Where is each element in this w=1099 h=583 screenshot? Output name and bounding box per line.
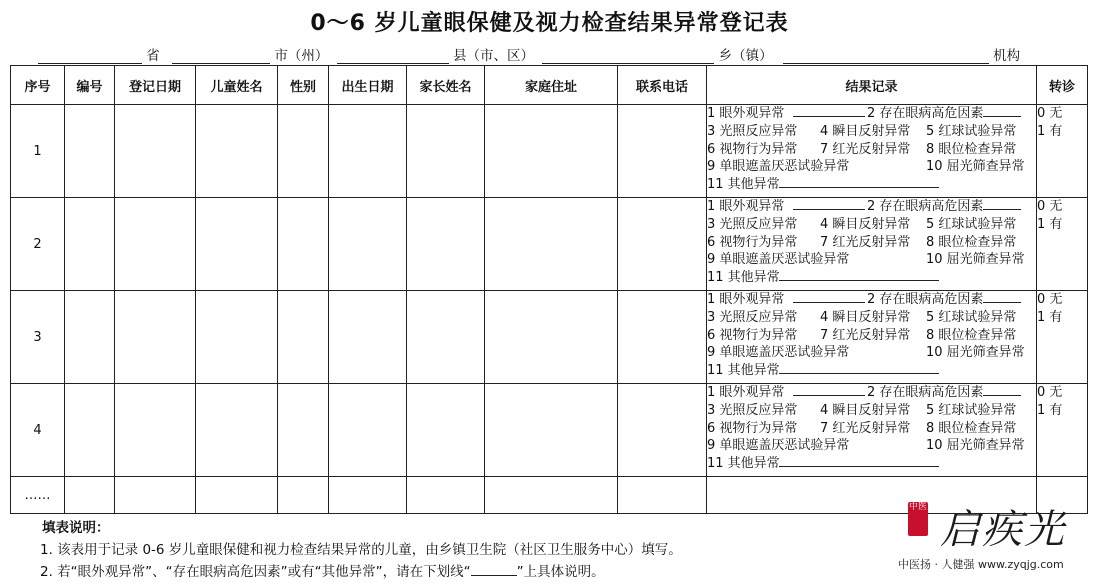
col-header-index: 序号 (11, 66, 65, 105)
result-item-7[interactable]: 7 红光反射异常 (820, 141, 911, 157)
result-line-1 (707, 384, 1036, 402)
result-item-1-blank[interactable] (793, 105, 865, 117)
institution-blank[interactable] (783, 49, 989, 64)
cell-result-record (707, 384, 1037, 477)
cell-sex[interactable] (278, 198, 329, 291)
result-line-3 (707, 234, 1036, 252)
referral-option-no[interactable]: 0 无 (1037, 106, 1063, 121)
cell-reg-date[interactable] (115, 105, 196, 198)
referral-option-no[interactable]: 0 无 (1037, 199, 1063, 214)
cell-result-record (707, 105, 1037, 198)
cell-referral (1037, 198, 1088, 291)
result-item-11[interactable]: 11 其他异常 (707, 270, 780, 286)
result-item-8[interactable]: 8 眼位检查异常 (926, 420, 1017, 436)
result-item-1-blank[interactable] (793, 198, 865, 210)
cell-address[interactable] (485, 105, 618, 198)
result-item-8[interactable]: 8 眼位检查异常 (926, 327, 1017, 343)
result-item-2-blank[interactable] (983, 291, 1021, 303)
col-header-referral: 转诊 (1037, 66, 1088, 105)
col-header-address: 家庭住址 (485, 66, 618, 105)
notes-underline-sample (471, 563, 517, 576)
referral-option-no[interactable]: 0 无 (1037, 292, 1063, 307)
cell-referral (1037, 384, 1088, 477)
result-item-2-blank[interactable] (983, 105, 1021, 117)
page-title: 0～6 岁儿童眼保健及视力检查结果异常登记表 (310, 11, 789, 36)
watermark-tagline: 中医扬 · 人健强 www.zyqjg.com (898, 558, 1064, 571)
result-item-5[interactable]: 5 红球试验异常 (926, 309, 1017, 325)
result-item-4[interactable]: 4 瞬目反射异常 (820, 309, 911, 325)
result-item-8[interactable]: 8 眼位检查异常 (926, 234, 1017, 250)
result-item-3[interactable]: 3 光照反应异常 (707, 216, 798, 232)
result-item-1[interactable]: 1 眼外观异常 (707, 199, 785, 214)
cell-address[interactable] (485, 198, 618, 291)
notes-line-1: 1. 该表用于记录 0-6 岁儿童眼保健和视力检查结果异常的儿童，由乡镇卫生院（社区卫生服务中心）填写。 (40, 542, 682, 558)
result-item-6[interactable]: 6 视物行为异常 (707, 327, 798, 343)
result-item-6[interactable]: 6 视物行为异常 (707, 234, 798, 250)
cell-reg-date[interactable] (115, 198, 196, 291)
cell-sex[interactable] (278, 384, 329, 477)
cell-child-name[interactable] (196, 198, 278, 291)
result-item-4[interactable]: 4 瞬目反射异常 (820, 402, 911, 418)
result-item-11-blank[interactable] (779, 362, 939, 374)
county-label: 县（市、区） (452, 48, 534, 64)
cell-phone[interactable] (618, 198, 707, 291)
row-index: 3 (11, 291, 65, 384)
result-line-4 (707, 158, 1036, 176)
cell-birth-date[interactable] (329, 105, 407, 198)
fill-instructions (40, 517, 682, 583)
result-line-5 (707, 269, 1036, 287)
result-line-2 (707, 402, 1036, 420)
result-item-5[interactable]: 5 红球试验异常 (926, 402, 1017, 418)
table-row (11, 105, 1088, 198)
cell-address[interactable] (485, 384, 618, 477)
col-header-result: 结果记录 (707, 66, 1037, 105)
result-line-2 (707, 309, 1036, 327)
result-line-3 (707, 327, 1036, 345)
header-row (11, 66, 1088, 105)
result-item-10[interactable]: 10 屈光筛查异常 (926, 345, 1025, 361)
result-item-1-blank[interactable] (793, 384, 865, 396)
result-line-3 (707, 420, 1036, 438)
col-header-code: 编号 (65, 66, 115, 105)
cell-code[interactable] (65, 384, 115, 477)
cell-parent-name[interactable] (407, 198, 485, 291)
result-item-2[interactable]: 2 存在眼病高危因素 (867, 292, 984, 307)
result-item-3[interactable]: 3 光照反应异常 (707, 402, 798, 418)
cell-code[interactable] (65, 105, 115, 198)
result-item-6[interactable]: 6 视物行为异常 (707, 420, 798, 436)
cell-result-record (707, 291, 1037, 384)
result-item-1[interactable]: 1 眼外观异常 (707, 385, 785, 400)
result-line-5 (707, 362, 1036, 380)
cell-parent-name[interactable] (407, 105, 485, 198)
watermark-logo (852, 490, 1092, 580)
col-header-phone: 联系电话 (618, 66, 707, 105)
result-item-2-blank[interactable] (983, 198, 1021, 210)
result-item-9[interactable]: 9 单眼遮盖厌恶试验异常 (707, 345, 850, 361)
cell-reg-date[interactable] (115, 384, 196, 477)
ellipsis-cell: …… (11, 477, 65, 514)
watermark-seal: 中医 (908, 502, 928, 536)
result-item-11[interactable]: 11 其他异常 (707, 363, 780, 379)
result-item-3[interactable]: 3 光照反应异常 (707, 123, 798, 139)
cell-sex[interactable] (278, 291, 329, 384)
empty-cell[interactable] (618, 477, 707, 514)
cell-referral (1037, 105, 1088, 198)
cell-reg-date[interactable] (115, 291, 196, 384)
result-item-10[interactable]: 10 屈光筛查异常 (926, 252, 1025, 268)
result-line-2 (707, 123, 1036, 141)
referral-option-yes[interactable]: 1 有 (1037, 123, 1063, 139)
watermark-brand: 启疾光 (940, 507, 1066, 553)
empty-cell[interactable] (115, 477, 196, 514)
referral-option-yes[interactable]: 1 有 (1037, 216, 1063, 232)
notes-heading: 填表说明： (42, 520, 110, 536)
result-item-8[interactable]: 8 眼位检查异常 (926, 141, 1017, 157)
result-item-7[interactable]: 7 红光反射异常 (820, 327, 911, 343)
result-item-9[interactable]: 9 单眼遮盖厌恶试验异常 (707, 159, 850, 175)
result-item-3[interactable]: 3 光照反应异常 (707, 309, 798, 325)
table-row (11, 384, 1088, 477)
cell-result-record (707, 198, 1037, 291)
row-index: 2 (11, 198, 65, 291)
result-line-4 (707, 251, 1036, 269)
result-item-11-blank[interactable] (779, 455, 939, 467)
cell-parent-name[interactable] (407, 291, 485, 384)
notes-line-2: 2. 若“眼外观异常”、“存在眼病高危因素”或有“其他异常”，请在下划线“ ”上具体说明。 (40, 564, 605, 580)
result-item-11-blank[interactable] (779, 269, 939, 281)
province-label: 省 (146, 48, 160, 64)
cell-phone[interactable] (618, 384, 707, 477)
col-header-child-name: 儿童姓名 (196, 66, 278, 105)
cell-code[interactable] (65, 198, 115, 291)
cell-address[interactable] (485, 291, 618, 384)
empty-cell[interactable] (329, 477, 407, 514)
empty-cell[interactable] (278, 477, 329, 514)
empty-cell[interactable] (196, 477, 278, 514)
result-line-4 (707, 437, 1036, 455)
result-line-5 (707, 176, 1036, 194)
register-table (10, 65, 1088, 514)
result-item-7[interactable]: 7 红光反射异常 (820, 234, 911, 250)
result-item-9[interactable]: 9 单眼遮盖厌恶试验异常 (707, 252, 850, 268)
referral-option-no[interactable]: 0 无 (1037, 385, 1063, 400)
result-line-3 (707, 141, 1036, 159)
township-label: 乡（镇） (718, 48, 773, 64)
cell-birth-date[interactable] (329, 198, 407, 291)
cell-birth-date[interactable] (329, 291, 407, 384)
result-item-6[interactable]: 6 视物行为异常 (707, 141, 798, 157)
row-index: 1 (11, 105, 65, 198)
empty-cell[interactable] (485, 477, 618, 514)
table-row (11, 198, 1088, 291)
region-line (38, 44, 1068, 64)
cell-child-name[interactable] (196, 105, 278, 198)
result-item-2[interactable]: 2 存在眼病高危因素 (867, 199, 984, 214)
cell-code[interactable] (65, 291, 115, 384)
cell-birth-date[interactable] (329, 384, 407, 477)
cell-child-name[interactable] (196, 291, 278, 384)
result-item-4[interactable]: 4 瞬目反射异常 (820, 216, 911, 232)
cell-parent-name[interactable] (407, 384, 485, 477)
col-header-sex: 性别 (278, 66, 329, 105)
city-blank[interactable] (172, 49, 270, 64)
cell-child-name[interactable] (196, 384, 278, 477)
result-item-1[interactable]: 1 眼外观异常 (707, 292, 785, 307)
province-blank[interactable] (38, 49, 142, 64)
table-row (11, 291, 1088, 384)
result-line-4 (707, 344, 1036, 362)
result-item-2[interactable]: 2 存在眼病高危因素 (867, 106, 984, 121)
referral-option-yes[interactable]: 1 有 (1037, 402, 1063, 418)
result-line-5 (707, 455, 1036, 473)
referral-option-yes[interactable]: 1 有 (1037, 309, 1063, 325)
result-item-9[interactable]: 9 单眼遮盖厌恶试验异常 (707, 438, 850, 454)
county-blank[interactable] (337, 49, 449, 64)
col-header-reg-date: 登记日期 (115, 66, 196, 105)
cell-phone[interactable] (618, 105, 707, 198)
col-header-birth-date: 出生日期 (329, 66, 407, 105)
cell-referral (1037, 291, 1088, 384)
result-item-2-blank[interactable] (983, 384, 1021, 396)
result-item-5[interactable]: 5 红球试验异常 (926, 123, 1017, 139)
result-item-4[interactable]: 4 瞬目反射异常 (820, 123, 911, 139)
result-item-11[interactable]: 11 其他异常 (707, 456, 780, 472)
col-header-parent-name: 家长姓名 (407, 66, 485, 105)
row-index: 4 (11, 384, 65, 477)
result-item-2[interactable]: 2 存在眼病高危因素 (867, 385, 984, 400)
result-item-10[interactable]: 10 屈光筛查异常 (926, 159, 1025, 175)
result-line-1 (707, 291, 1036, 309)
result-item-1-blank[interactable] (793, 291, 865, 303)
empty-cell[interactable] (407, 477, 485, 514)
institution-label: 机构 (993, 48, 1021, 64)
result-item-11[interactable]: 11 其他异常 (707, 177, 780, 193)
result-item-10[interactable]: 10 屈光筛查异常 (926, 438, 1025, 454)
result-item-11-blank[interactable] (779, 176, 939, 188)
result-item-7[interactable]: 7 红光反射异常 (820, 420, 911, 436)
result-line-1 (707, 105, 1036, 123)
result-item-1[interactable]: 1 眼外观异常 (707, 106, 785, 121)
township-blank[interactable] (542, 49, 714, 64)
city-label: 市（州） (274, 48, 329, 64)
cell-sex[interactable] (278, 105, 329, 198)
result-line-2 (707, 216, 1036, 234)
result-line-1 (707, 198, 1036, 216)
cell-phone[interactable] (618, 291, 707, 384)
empty-cell[interactable] (65, 477, 115, 514)
result-item-5[interactable]: 5 红球试验异常 (926, 216, 1017, 232)
